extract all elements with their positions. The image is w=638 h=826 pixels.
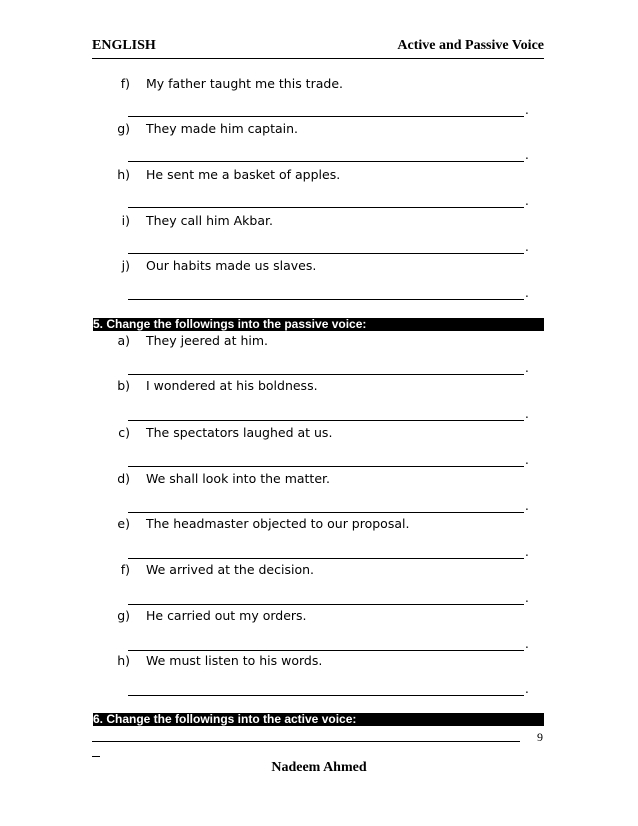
subject-title: ENGLISH xyxy=(92,38,156,53)
author-name: Nadeem Ahmed xyxy=(271,760,367,775)
answer-period: . xyxy=(525,361,529,375)
item-letter: i) xyxy=(121,213,130,228)
item-letter: j) xyxy=(121,258,130,273)
item-letter: c) xyxy=(118,425,130,440)
item-letter: g) xyxy=(117,608,130,623)
item-sentence: I wondered at his boldness. xyxy=(146,378,318,393)
answer-period: . xyxy=(525,407,529,421)
exercise-item xyxy=(0,471,638,491)
exercise-item xyxy=(0,121,638,141)
answer-period: . xyxy=(525,453,529,467)
exercise-item xyxy=(0,425,638,445)
answer-line[interactable] xyxy=(128,558,524,559)
exercise-item xyxy=(0,333,638,353)
exercise-item xyxy=(0,608,638,628)
answer-period: . xyxy=(525,682,529,696)
answer-line[interactable] xyxy=(128,116,524,117)
item-letter: b) xyxy=(117,378,130,393)
item-letter: g) xyxy=(117,121,130,136)
answer-period: . xyxy=(525,499,529,513)
footer-dash xyxy=(92,756,100,757)
item-sentence: They made him captain. xyxy=(146,121,298,136)
item-letter: h) xyxy=(117,167,130,182)
item-sentence: The headmaster objected to our proposal. xyxy=(146,516,410,531)
topic-title: Active and Passive Voice xyxy=(397,38,544,53)
exercise-item xyxy=(0,76,638,96)
answer-period: . xyxy=(525,591,529,605)
item-letter: f) xyxy=(120,562,130,577)
section-heading: 6. Change the followings into the active voice: xyxy=(93,713,544,726)
answer-period: . xyxy=(525,637,529,651)
item-sentence: The spectators laughed at us. xyxy=(146,425,333,440)
answer-period: . xyxy=(525,286,529,300)
page-header xyxy=(92,38,544,59)
answer-line[interactable] xyxy=(128,207,524,208)
answer-line[interactable] xyxy=(128,299,524,300)
answer-line[interactable] xyxy=(128,604,524,605)
exercise-item xyxy=(0,258,638,278)
exercise-item xyxy=(0,213,638,233)
answer-line[interactable] xyxy=(128,512,524,513)
exercise-item xyxy=(0,516,638,536)
item-sentence: They call him Akbar. xyxy=(146,213,273,228)
item-sentence: We must listen to his words. xyxy=(146,653,323,668)
item-letter: f) xyxy=(120,76,130,91)
answer-line[interactable] xyxy=(128,420,524,421)
answer-line[interactable] xyxy=(128,695,524,696)
item-letter: d) xyxy=(117,471,130,486)
item-sentence: Our habits made us slaves. xyxy=(146,258,317,273)
answer-period: . xyxy=(525,194,529,208)
answer-period: . xyxy=(525,103,529,117)
item-sentence: He carried out my orders. xyxy=(146,608,307,623)
item-sentence: My father taught me this trade. xyxy=(146,76,343,91)
item-sentence: They jeered at him. xyxy=(146,333,269,348)
answer-line[interactable] xyxy=(128,466,524,467)
answer-line[interactable] xyxy=(128,650,524,651)
answer-line[interactable] xyxy=(128,374,524,375)
answer-period: . xyxy=(525,148,529,162)
exercise-item xyxy=(0,167,638,187)
exercise-item xyxy=(0,562,638,582)
item-letter: h) xyxy=(117,653,130,668)
answer-line[interactable] xyxy=(128,253,524,254)
page-number: 9 xyxy=(537,730,543,744)
item-sentence: He sent me a basket of apples. xyxy=(146,167,341,182)
item-letter: a) xyxy=(117,333,130,348)
item-sentence: We shall look into the matter. xyxy=(146,471,330,486)
item-letter: e) xyxy=(117,516,130,531)
answer-line[interactable] xyxy=(128,161,524,162)
item-sentence: We arrived at the decision. xyxy=(146,562,314,577)
footer-rule xyxy=(92,741,520,742)
section-heading: 5. Change the followings into the passive voice: xyxy=(93,318,544,331)
answer-period: . xyxy=(525,240,529,254)
exercise-item xyxy=(0,378,638,398)
answer-period: . xyxy=(525,545,529,559)
exercise-item xyxy=(0,653,638,673)
